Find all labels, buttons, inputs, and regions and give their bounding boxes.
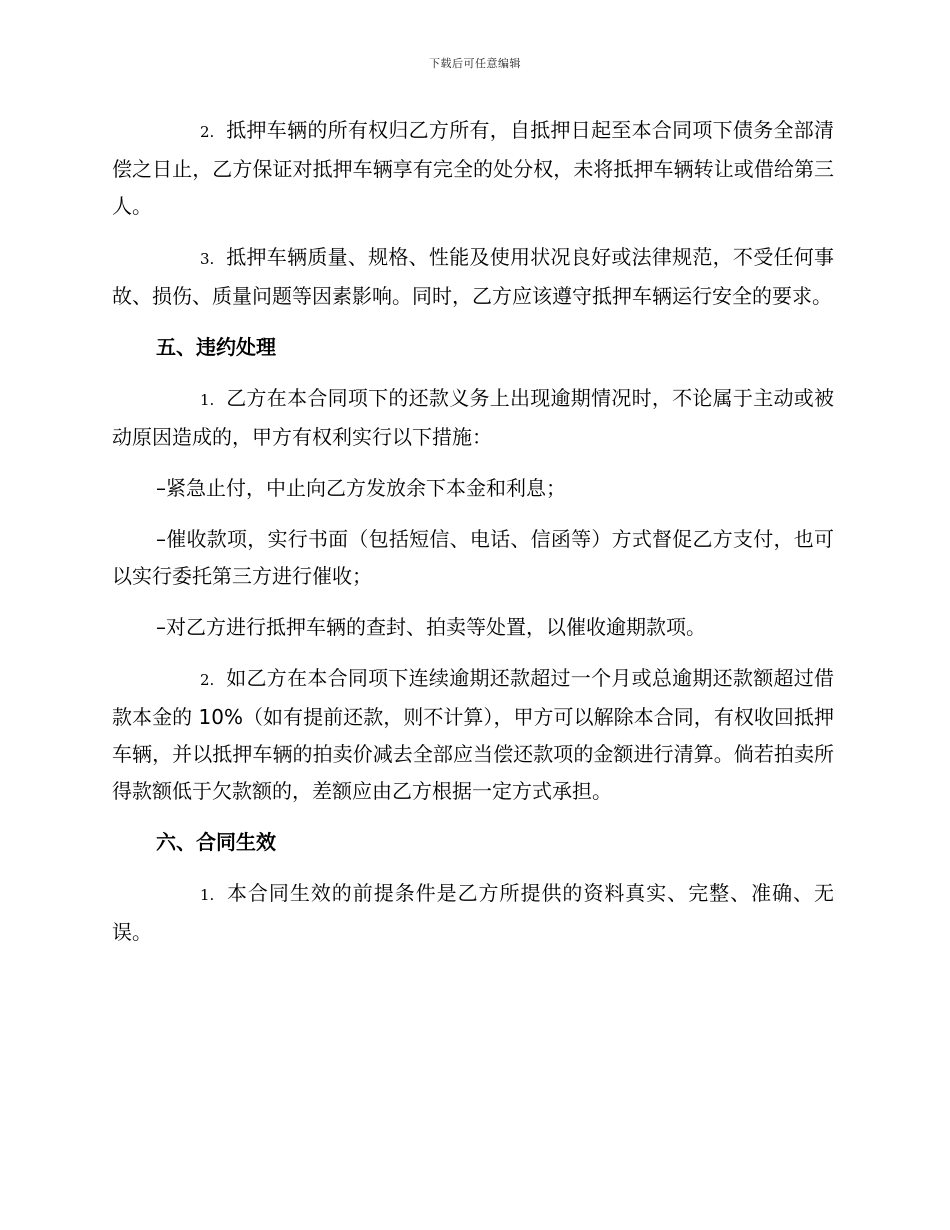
clause-5-2: [112, 660, 834, 810]
clause-number: 2.: [200, 123, 215, 141]
measure-item: –催收款项，实行书面（包括短信、电话、信函等）方式督促乙方支付，也可以实行委托第三方进行催收；: [112, 527, 834, 588]
clause-text: 本合同生效的前提条件是乙方所提供的资料真实、完整、准确、无误。: [112, 881, 834, 944]
clause-number: 1.: [200, 886, 215, 904]
clause-6-1: [112, 875, 834, 951]
clause-number: 1.: [200, 391, 215, 409]
clause-text: 如乙方在本合同项下连续逾期还款超过一个月或总逾期还款额超过借款本金的 10%（如有提前还款，则不计算），甲方可以解除本合同，有权收回抵押车辆，并以抵押车辆的拍卖价减去全部应当偿还款项的金额进行清算。倘若拍卖所得款额低于欠款额的，差额应由乙方根据一定方式承担。: [112, 666, 834, 803]
clause-text: 抵押车辆的所有权归乙方所有，自抵押日起至本合同项下债务全部清偿之日止，乙方保证对抵押车辆享有完全的处分权，未将抵押车辆转让或借给第三人。: [112, 118, 834, 218]
clause-4-2: [112, 112, 834, 225]
clause-text: 乙方在本合同项下的还款义务上出现逾期情况时，不论属于主动或被动原因造成的，甲方有权利实行以下措施：: [112, 386, 834, 449]
measure-item: –对乙方进行抵押车辆的查封、拍卖等处置，以催收逾期款项。: [156, 615, 706, 639]
section-6-heading: 六、合同生效: [156, 830, 276, 854]
document-body: [112, 112, 834, 965]
clause-4-3: [112, 239, 834, 315]
clause-5-1: [112, 380, 834, 456]
section-5-heading: 五、违约处理: [156, 335, 276, 359]
clause-number: 2.: [200, 671, 215, 689]
clause-number: 3.: [200, 250, 215, 268]
clause-text: 抵押车辆质量、规格、性能及使用状况良好或法律规范，不受任何事故、损伤、质量问题等因素影响。同时，乙方应该遵守抵押车辆运行安全的要求。: [112, 245, 834, 308]
page-header-note: 下载后可任意编辑: [429, 57, 521, 70]
measure-item: –紧急止付，中止向乙方发放余下本金和利息；: [156, 476, 566, 500]
